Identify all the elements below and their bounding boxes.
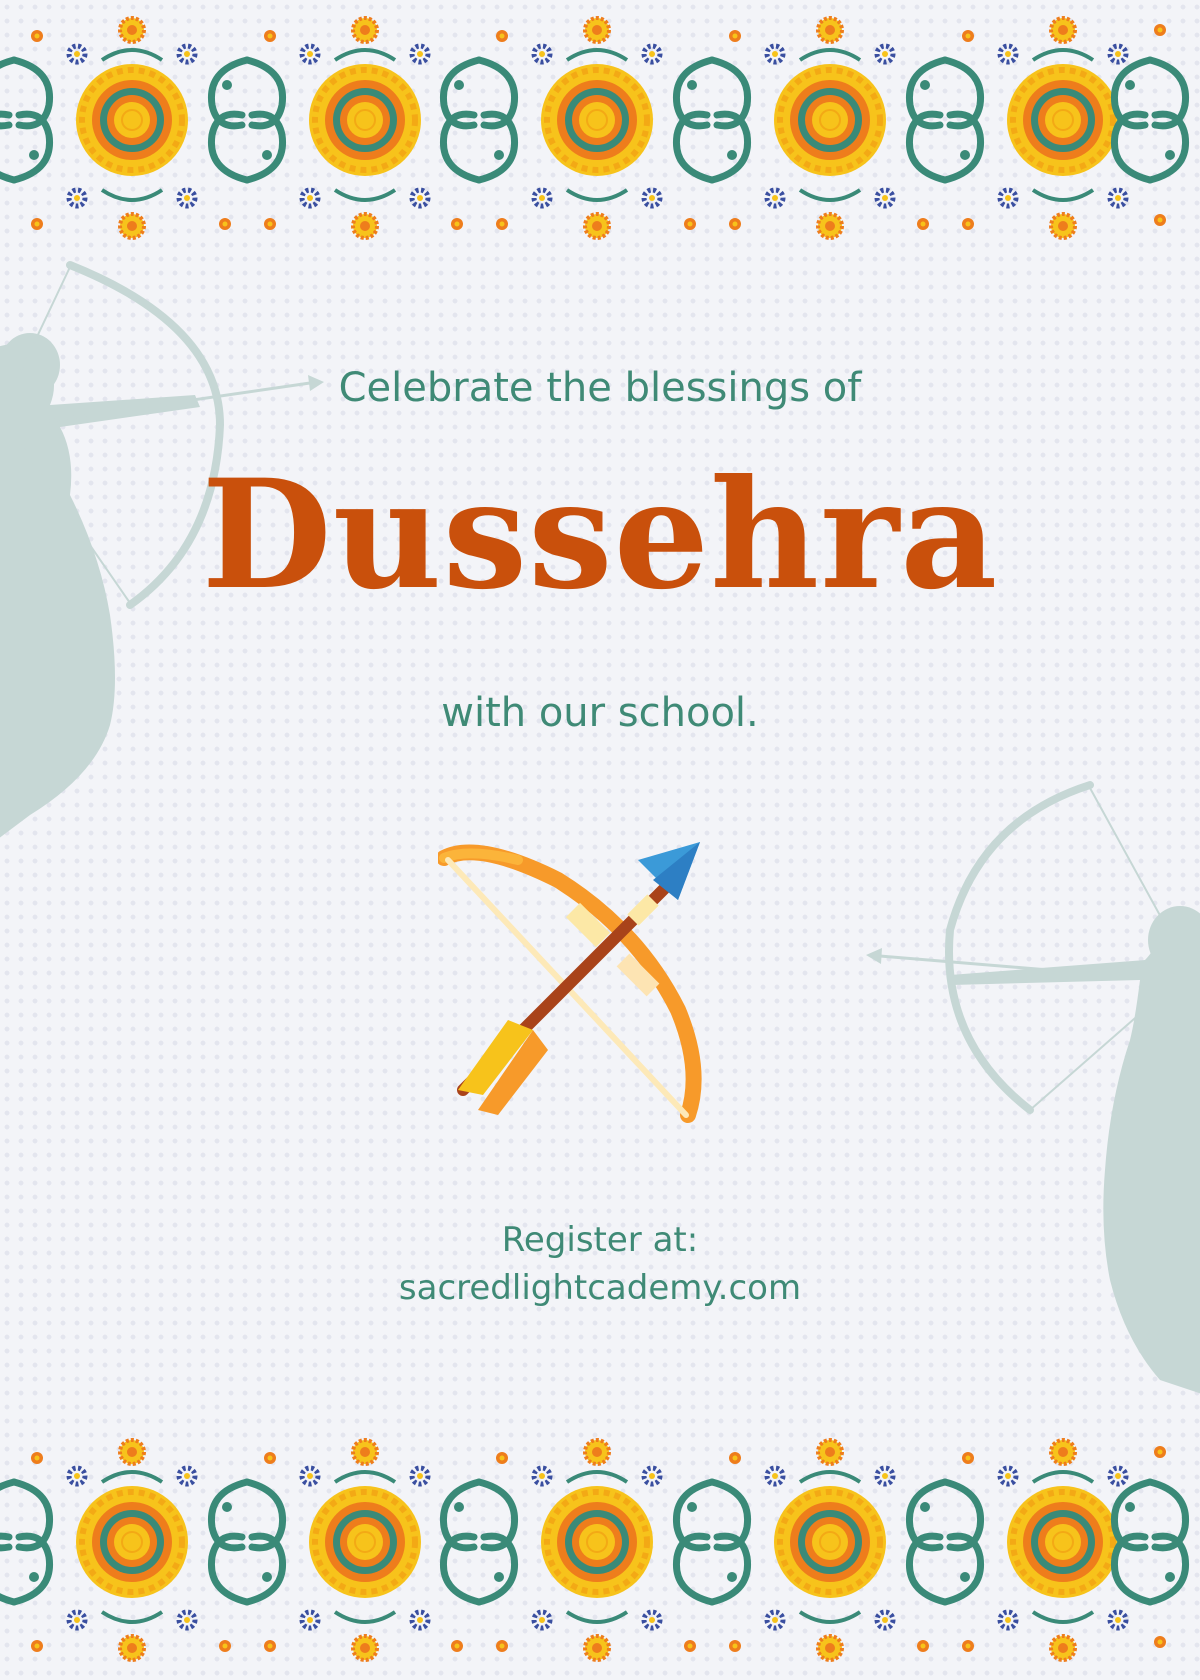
bow-and-arrow-icon	[438, 840, 728, 1130]
register-label: Register at:	[501, 1220, 699, 1260]
archer-silhouette-right	[860, 780, 1200, 1410]
page-title: Dussehra	[201, 447, 999, 623]
subtitle-text: with our school.	[441, 690, 759, 736]
floral-border-top	[0, 0, 1200, 250]
floral-border-bottom	[0, 1425, 1200, 1675]
intro-text: Celebrate the blessings of	[338, 365, 862, 411]
register-url-link[interactable]: sacredlightcademy.com	[398, 1268, 802, 1308]
